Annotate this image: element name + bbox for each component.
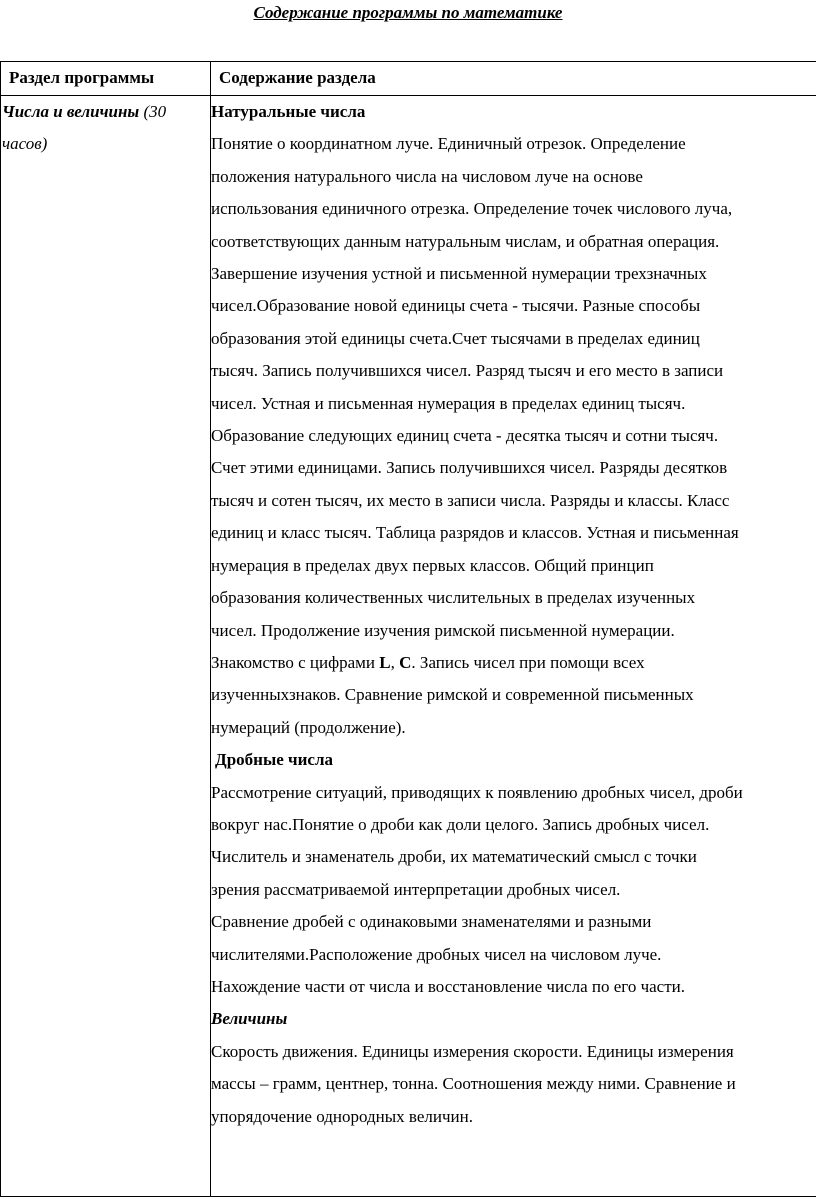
header-cell-content	[211, 62, 816, 96]
page-title: Содержание программы по математике	[253, 3, 563, 22]
table-row	[1, 96, 816, 1197]
paragraph-line: соответствующих данным натуральным числам, и обратная операция.	[211, 231, 720, 251]
section-cell	[1, 96, 211, 1197]
fractions-text	[211, 777, 816, 1004]
paragraph-line: Понятие о координатном луче. Единичный отрезок. Определение	[211, 134, 686, 154]
quantities-text	[211, 1036, 816, 1133]
natural-numbers-heading: Натуральные числа	[211, 102, 366, 121]
paragraph-line: Числитель и знаменатель дроби, их математический смысл с точки	[211, 847, 697, 867]
paragraph-line: положения натурального числа на числовом луче на основе	[211, 166, 643, 186]
quantities-heading: Величины	[211, 1009, 288, 1029]
section-hours-part2: часов)	[2, 134, 48, 153]
section-name	[1, 96, 210, 160]
paragraph-line: нумераций (продолжение).	[211, 717, 406, 737]
paragraph-line: зрения рассматриваемой интерпретации дробных чисел.	[211, 879, 621, 899]
natural-numbers-tail-text	[211, 679, 816, 744]
paragraph-line: Нахождение части от числа и восстановление числа по его части.	[211, 976, 685, 996]
paragraph-line: Завершение изучения устной и письменной нумерации трехзначных	[211, 264, 707, 284]
roman-digits-line	[211, 647, 816, 679]
roman-comma: ,	[390, 652, 400, 672]
paragraph-line: чисел. Продолжение изучения римской письменной нумерации.	[211, 620, 675, 640]
natural-numbers-text	[211, 128, 816, 647]
paragraph-line: единиц и класс тысяч. Таблица разрядов и классов. Устная и письменная	[211, 523, 739, 543]
roman-line-suffix: . Запись чисел при помощи всех	[411, 652, 645, 672]
paragraph-line: образования количественных числительных в пределах изученных	[211, 588, 696, 608]
roman-line-prefix: Знакомство с цифрами	[211, 652, 380, 672]
section-name-bold: Числа и величины	[2, 102, 140, 121]
fractions-heading: Дробные числа	[215, 750, 333, 770]
paragraph-line: чисел. Устная и письменная нумерация в пределах единиц тысяч.	[211, 393, 686, 413]
paragraph-line: изученныхзнаков. Сравнение римской и современной письменных	[211, 685, 694, 705]
header-content-label: Содержание раздела	[219, 68, 376, 87]
content-cell	[211, 96, 816, 1197]
paragraph-line: вокруг нас.Понятие о дроби как доли целого. Запись дробных чисел.	[211, 814, 710, 834]
table-header-row	[1, 62, 816, 96]
paragraph-line: тысяч и сотен тысяч, их место в записи числа. Разряды и классы. Класс	[211, 490, 730, 510]
paragraph-line: Скорость движения. Единицы измерения скорости. Единицы измерения	[211, 1041, 734, 1061]
roman-digit-l: L	[379, 652, 391, 672]
paragraph-line: числителями.Расположение дробных чисел на числовом луче.	[211, 944, 662, 964]
paragraph-line: Счет этими единицами. Запись получившихся чисел. Разряды десятков	[211, 458, 728, 478]
roman-digit-c: C	[399, 652, 412, 672]
paragraph-line: нумерация в пределах двух первых классов. Общий принцип	[211, 555, 654, 575]
paragraph-line: тысяч. Запись получившихся чисел. Разряд тысяч и его место в записи	[211, 361, 724, 381]
paragraph-line: образования этой единицы счета.Счет тысячами в пределах единиц	[211, 328, 700, 348]
header-section-label: Раздел программы	[9, 68, 155, 87]
paragraph-line: чисел.Образование новой единицы счета - тысячи. Разные способы	[211, 296, 701, 316]
paragraph-line: Образование следующих единиц счета - десятка тысяч и сотни тысяч.	[211, 426, 719, 446]
section-hours-part1: (30	[139, 102, 167, 121]
paragraph-line: упорядочение однородных величин.	[211, 1106, 473, 1126]
paragraph-line: Сравнение дробей с одинаковыми знаменателями и разными	[211, 912, 652, 932]
paragraph-line: Рассмотрение ситуаций, приводящих к появлению дробных чисел, дроби	[211, 782, 743, 802]
header-cell-section	[1, 62, 211, 96]
paragraph-line: массы – грамм, центнер, тонна. Соотношения между ними. Сравнение и	[211, 1074, 736, 1094]
paragraph-line: использования единичного отрезка. Определение точек числового луча,	[211, 199, 733, 219]
program-table	[0, 61, 816, 1197]
